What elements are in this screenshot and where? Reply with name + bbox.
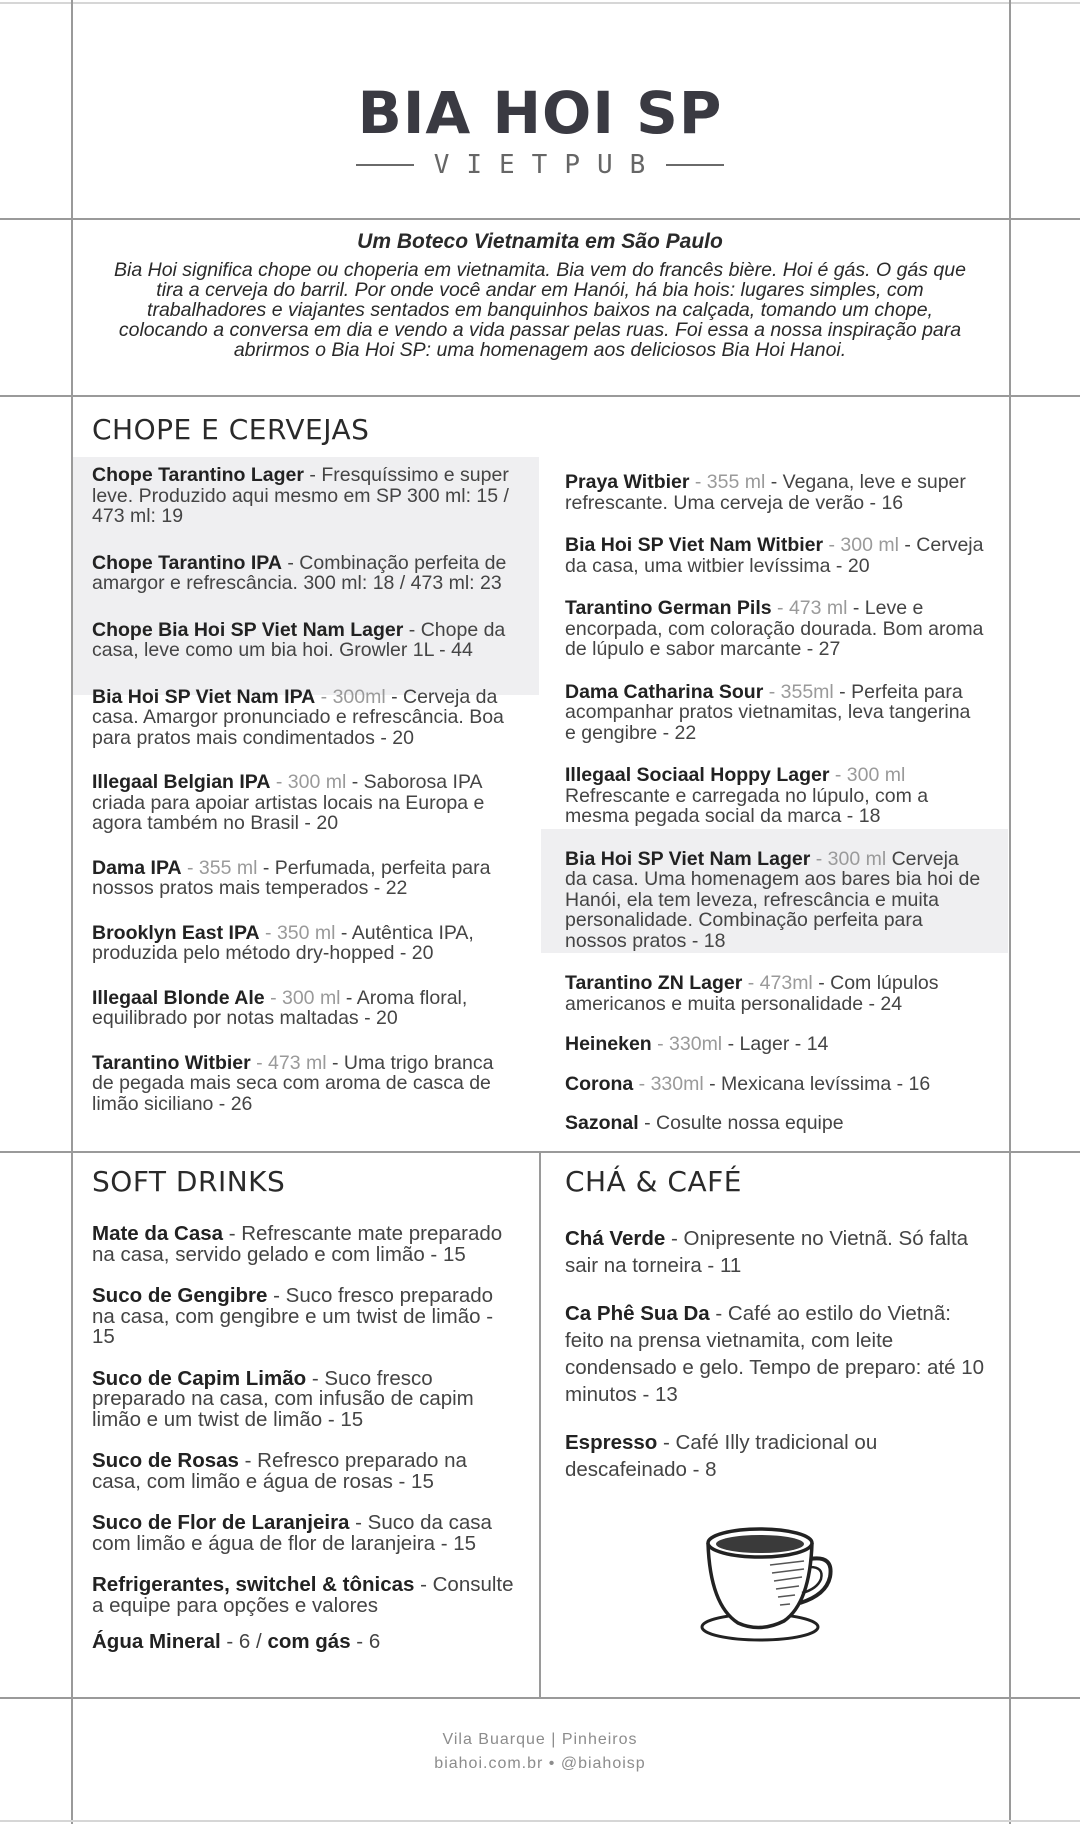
menu-item-description: - Onipresente no Vietnã. Só falta sair na torneira - 11 bbox=[565, 1227, 969, 1277]
menu-item-description: - Cerveja da casa. Amargor pronunciado e refrescância. Boa para pratos mais condimentados - 20 bbox=[92, 685, 504, 749]
water-price: - 6 / bbox=[220, 1630, 268, 1653]
menu-item-description: - Suco fresco preparado na casa, com gengibre e um twist de limão - 15 bbox=[92, 1284, 494, 1348]
water-name: Água Mineral bbox=[92, 1630, 221, 1653]
menu-item-name: Bia Hoi SP Viet Nam Witbier bbox=[565, 534, 824, 556]
intro-title: Um Boteco Vietnamita em São Paulo bbox=[357, 230, 723, 253]
menu-item bbox=[92, 465, 512, 527]
menu-item-description: - Suco fresco preparado na casa, com infusão de capim limão e um twist de limão - 15 bbox=[92, 1366, 474, 1431]
menu-item bbox=[92, 687, 512, 749]
menu-item-name: Tarantino Witbier bbox=[92, 1051, 251, 1074]
menu-item-description: - Cerveja da casa, uma witbier levíssima - 20 bbox=[565, 534, 984, 577]
bottom-border bbox=[0, 1820, 1080, 1822]
intro bbox=[100, 230, 980, 360]
menu-item-name: Mate da Casa bbox=[92, 1222, 224, 1245]
menu-item-size: - 473 ml bbox=[771, 597, 848, 619]
menu-item bbox=[92, 1366, 517, 1431]
menu-item bbox=[92, 923, 512, 964]
menu-item-name: Illegaal Sociaal Hoppy Lager bbox=[565, 764, 830, 786]
logo-subtitle: VIETPUB bbox=[433, 150, 663, 180]
menu-item-description: - Refrescante mate preparado na casa, servido gelado e com limão - 15 bbox=[92, 1222, 503, 1266]
menu-item-size: - 473ml bbox=[742, 972, 813, 994]
menu-item bbox=[92, 858, 512, 899]
menu-item-name: Bia Hoi SP Viet Nam IPA bbox=[92, 685, 316, 708]
menu-item-description: - Mexicana levíssima - 16 bbox=[703, 1072, 931, 1095]
menu-item-size: - 330ml bbox=[651, 1033, 723, 1055]
menu-item-name: Refrigerantes, switchel & tônicas bbox=[92, 1573, 415, 1596]
menu-item bbox=[92, 988, 512, 1029]
menu-item-size: - 300 ml bbox=[270, 771, 347, 793]
menu-item-description: - Autêntica IPA, produzida pelo método dry-hopped - 20 bbox=[92, 921, 474, 964]
menu-item-name: Sazonal bbox=[565, 1112, 639, 1134]
menu-item bbox=[92, 1575, 517, 1616]
menu-item-description: - Refresco preparado na casa, com limão e água de rosas - 15 bbox=[92, 1449, 467, 1493]
footer-divider bbox=[0, 1697, 1080, 1699]
menu-item-name: Suco de Rosas bbox=[92, 1449, 239, 1472]
menu-item-name: Chope Tarantino Lager bbox=[92, 464, 304, 486]
menu-item bbox=[565, 1113, 985, 1134]
menu-item-name: Chope Bia Hoi SP Viet Nam Lager bbox=[92, 618, 404, 641]
menu-item-size: - 330ml bbox=[633, 1072, 704, 1095]
menu-item-name: Illegaal Blonde Ale bbox=[92, 986, 265, 1009]
intro-divider bbox=[0, 395, 1080, 397]
menu-item-name: Suco de Flor de Laranjeira bbox=[92, 1511, 350, 1534]
logo bbox=[0, 78, 1080, 180]
menu-item-description: - Perfumada, perfeita para nossos pratos mais temperados - 22 bbox=[92, 856, 491, 899]
menu-item bbox=[565, 472, 985, 513]
menu-item-name: Chope Tarantino IPA bbox=[92, 551, 282, 574]
menu-item-description: - Cosulte nossa equipe bbox=[638, 1112, 844, 1134]
menu-item-name: Dama IPA bbox=[92, 856, 182, 879]
menu-item-description: - Suco da casa com limão e água de flor de laranjeira - 15 bbox=[92, 1511, 492, 1555]
intro-text: Bia Hoi significa chope ou choperia em vietnamita. Bia vem do francês bière. Hoi é gás. O gás que tira a cerveja do barril. Por onde você andar em Hanói, há bia hois: lugares simples, com trabalhadores e viajantes sentados em banquinhos baixos na calçada, tomando um chope, colocando a conversa em dia e vendo a vida passar pelas ruas. Foi essa a nossa inspiração para abrirmos o Bia Hoi SP: uma homenagem aos deliciosos Bia Hoi Hanoi. bbox=[114, 259, 966, 361]
menu-item-size: - 300 ml bbox=[823, 534, 899, 556]
menu-item-description: - Combinação perfeita de amargor e refrescância. 300 ml: 18 / 473 ml: 23 bbox=[92, 551, 507, 594]
menu-item-name: Corona bbox=[565, 1072, 634, 1095]
logo-subtitle-row bbox=[0, 150, 1080, 180]
logo-rule-left bbox=[356, 164, 414, 166]
menu-item-name: Suco de Gengibre bbox=[92, 1284, 268, 1307]
menu-item bbox=[92, 1451, 517, 1492]
menu-item bbox=[565, 1034, 985, 1055]
menu-item-description: - Leve e encorpada, com coloração dourada. Bom aroma de lúpulo e sabor marcante - 27 bbox=[565, 597, 984, 660]
menu-item-description: Refrescante e carregada no lúpulo, com a mesma pegada social da marca - 18 bbox=[565, 784, 929, 827]
menu-item-name: Bia Hoi SP Viet Nam Lager bbox=[565, 847, 811, 870]
water-gas-price: - 6 bbox=[350, 1630, 381, 1653]
tea-coffee-list bbox=[565, 1225, 985, 1483]
menu-item bbox=[565, 1429, 985, 1483]
menu-item-size: - 350 ml bbox=[259, 921, 336, 944]
menu-item-description: - Com lúpulos americanos e muita personalidade - 24 bbox=[565, 972, 939, 1015]
menu-item bbox=[565, 682, 985, 744]
menu-item bbox=[565, 973, 985, 1014]
menu-item bbox=[92, 1513, 517, 1554]
menu-item-description: - Saborosa IPA criada para apoiar artistas locais na Europa e agora também no Brasil - 20 bbox=[92, 771, 485, 834]
soft-drinks-list bbox=[92, 1224, 517, 1616]
column-divider bbox=[539, 1152, 541, 1697]
menu-item-description: - Café Illy tradicional ou descafeinado - 8 bbox=[565, 1431, 878, 1481]
menu-item-size: - 355ml bbox=[763, 680, 834, 703]
menu-item-description: - Fresquíssimo e super leve. Produzido aqui mesmo em SP 300 ml: 15 / 473 ml: 19 bbox=[92, 464, 509, 527]
menu-item-name: Brooklyn East IPA bbox=[92, 921, 260, 944]
beers-left-column bbox=[92, 465, 512, 1114]
logo-rule-right bbox=[666, 164, 724, 166]
menu-item bbox=[92, 1053, 512, 1115]
menu-item-name: Tarantino German Pils bbox=[565, 597, 772, 619]
menu-item-name: Dama Catharina Sour bbox=[565, 680, 764, 703]
menu-item bbox=[565, 1225, 985, 1279]
top-border bbox=[0, 2, 1080, 4]
menu-item-description: - Vegana, leve e super refrescante. Uma cerveja de verão - 16 bbox=[565, 471, 966, 514]
tea-coffee-title: CHÁ & CAFÉ bbox=[565, 1165, 742, 1198]
menu-item-size: - 300 ml bbox=[264, 986, 341, 1009]
menu-item-name: Praya Witbier bbox=[565, 471, 690, 493]
footer-contact: biahoi.com.br • @biahoisp bbox=[434, 1755, 646, 1772]
menu-item bbox=[92, 1224, 517, 1265]
beers-right-column bbox=[565, 472, 985, 1134]
water-item bbox=[92, 1632, 517, 1653]
menu-item bbox=[565, 849, 985, 952]
menu-item-description: - Consulte a equipe para opções e valores bbox=[92, 1573, 514, 1617]
water-gas: com gás bbox=[267, 1630, 351, 1653]
menu-item-description: - Café ao estilo do Vietnã: feito na prensa vietnamita, com leite condensado e gelo. Tempo de preparo: até 10 minutos - 13 bbox=[565, 1302, 985, 1406]
menu-item-description: - Lager - 14 bbox=[722, 1033, 829, 1055]
soft-drinks-title: SOFT DRINKS bbox=[92, 1165, 286, 1198]
menu-item bbox=[92, 1286, 517, 1348]
menu-item-size: - 300 ml bbox=[810, 847, 887, 870]
footer-locations: Vila Buarque | Pinheiros bbox=[442, 1731, 638, 1748]
menu-item bbox=[565, 598, 985, 660]
menu-item-description: - Uma trigo branca de pegada mais seca com aroma de casca de limão siciliano - 26 bbox=[92, 1051, 494, 1115]
coffee-cup-icon bbox=[700, 1525, 835, 1645]
menu-item bbox=[565, 1300, 985, 1408]
menu-item-name: Espresso bbox=[565, 1431, 658, 1454]
menu-item-description: - Perfeita para acompanhar pratos vietnamitas, leva tangerina e gengibre - 22 bbox=[565, 680, 971, 744]
menu-item-name: Tarantino ZN Lager bbox=[565, 972, 743, 994]
menu-item bbox=[565, 1074, 985, 1095]
menu-item-size: - 300ml bbox=[315, 685, 386, 708]
menu-item bbox=[565, 765, 985, 827]
menu-item-size: - 300 ml bbox=[829, 764, 906, 786]
footer bbox=[0, 1728, 1080, 1776]
menu-item bbox=[92, 553, 512, 594]
menu-item-description: Cerveja da casa. Uma homenagem aos bares bia hoi de Hanói, ela tem leveza, refrescância e muita personalidade. Combinação perfeita para nossos pratos - 18 bbox=[565, 847, 981, 952]
beers-title: CHOPE E CERVEJAS bbox=[92, 413, 370, 446]
menu-item-size: - 355 ml bbox=[689, 471, 766, 493]
menu-item-name: Chá Verde bbox=[565, 1227, 666, 1250]
menu-item bbox=[565, 535, 985, 576]
menu-item-name: Ca Phê Sua Da bbox=[565, 1302, 710, 1325]
logo-title: BIA HOI SP bbox=[357, 79, 723, 147]
menu-item-name: Heineken bbox=[565, 1033, 652, 1055]
header-divider bbox=[0, 218, 1080, 220]
menu-item-description: - Aroma floral, equilibrado por notas maltadas - 20 bbox=[92, 986, 468, 1029]
menu-item-description: - Chope da casa, leve como um bia hoi. Growler 1L - 44 bbox=[92, 618, 506, 661]
menu-item-name: Illegaal Belgian IPA bbox=[92, 771, 271, 793]
menu-item bbox=[92, 620, 512, 661]
menu-item-size: - 473 ml bbox=[250, 1051, 327, 1074]
menu-item-size: - 355 ml bbox=[181, 856, 258, 879]
right-border bbox=[1009, 0, 1011, 1824]
menu-item bbox=[92, 772, 512, 834]
left-border bbox=[71, 0, 73, 1824]
menu-item-name: Suco de Capim Limão bbox=[92, 1366, 307, 1390]
